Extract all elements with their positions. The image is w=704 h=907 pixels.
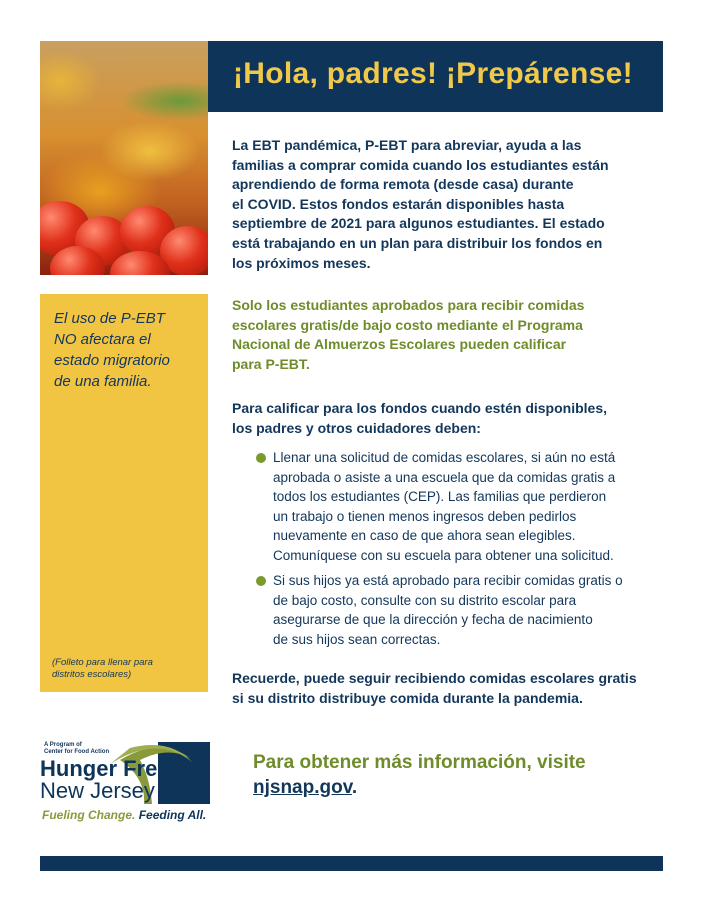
footer-period: .	[351, 777, 358, 798]
bullet-icon	[256, 453, 266, 463]
sidebar-callout	[40, 294, 208, 692]
bullet-text-line: Llenar una solicitud de comidas escolares, si aún no está	[273, 450, 616, 465]
callout-quote-line: El uso de P-EBT	[54, 310, 165, 327]
text-line: el COVID. Estos fondos estarán disponibles hasta	[232, 195, 565, 212]
logo-program-line: Center for Food Action	[44, 749, 110, 755]
bullet-item	[256, 448, 615, 566]
text-line: los padres y otros cuidadores deben:	[232, 419, 481, 436]
text-line: para P-EBT.	[232, 355, 310, 372]
produce-photo	[40, 41, 208, 275]
njsnap-link[interactable]: njsnap.gov	[253, 777, 352, 798]
page-title: ¡Hola, padres! ¡Prepárense!	[233, 57, 633, 90]
callout-quote-line: estado migratorio	[54, 352, 170, 369]
eligibility-paragraph	[232, 296, 584, 374]
bullet-text-line: de sus hijos sean correctas.	[273, 631, 441, 647]
text-line: Recuerde, puede seguir recibiendo comidas escolares gratis	[232, 670, 637, 686]
text-line: está trabajando en un plan para distribuir los fondos en	[232, 234, 603, 251]
text-line: Nacional de Almuerzos Escolares pueden calificar	[232, 336, 567, 353]
callout-footnote	[52, 657, 153, 681]
bullet-text-line: Si sus hijos ya está aprobado para recibir comidas gratis o	[273, 573, 623, 588]
text-line: si su distrito distribuye comida durante la pandemia.	[232, 689, 583, 706]
bullet-item	[256, 571, 623, 649]
bullet-icon	[256, 576, 266, 586]
text-line: aprendiendo de forma remota (desde casa) durante	[232, 176, 574, 193]
bottom-bar	[40, 856, 663, 871]
logo-tagline: Feeding All.	[138, 808, 207, 822]
bullet-text-line: Comuníquese con su escuela para obtener una solicitud.	[273, 547, 614, 563]
bullet-text-line: todos los estudiantes (CEP). Las familias que perdieron	[273, 489, 607, 505]
reminder-paragraph	[232, 669, 637, 708]
bullet-text-line: de bajo costo, consulte con su distrito escolar para	[273, 592, 577, 608]
logo-name-line2: New Jersey	[40, 778, 155, 803]
bullet-text-line: nuevamente en caso de que ahora sean elegibles.	[273, 528, 576, 544]
qualify-paragraph	[232, 399, 607, 438]
callout-footnote-line: distritos escolares)	[52, 669, 132, 680]
text-line: escolares gratis/de bajo costo mediante el Programa	[232, 316, 583, 333]
callout-footnote-line: (Folleto para llenar para	[52, 657, 153, 668]
page-header	[208, 41, 663, 112]
bullet-text-line: asegurarse de que la dirección y fecha de nacimiento	[273, 612, 593, 628]
text-line: Para calificar para los fondos cuando estén disponibles,	[232, 400, 607, 416]
callout-quote-line: de una familia.	[54, 373, 152, 390]
text-line: familias a comprar comida cuando los estudiantes están	[232, 156, 609, 173]
hunger-free-nj-logo	[40, 738, 212, 828]
footer-text: Para obtener más información, visite	[253, 752, 586, 773]
text-line: septiembre de 2021 para algunos estudiantes. El estado	[232, 215, 605, 232]
callout-quote-line: NO afectara el	[54, 331, 151, 348]
logo-name-line1: Hunger Free	[40, 756, 170, 781]
logo-program-line: A Program of	[44, 742, 82, 748]
callout-quote	[54, 308, 170, 392]
text-line: La EBT pandémica, P-EBT para abreviar, ayuda a las	[232, 137, 582, 153]
intro-paragraph	[232, 136, 609, 273]
text-line: Solo los estudiantes aprobados para recibir comidas	[232, 297, 585, 313]
footer-info	[253, 750, 586, 800]
logo-tagline: Fueling Change.	[42, 808, 136, 822]
text-line: los próximos meses.	[232, 254, 371, 271]
bullet-text-line: aprobada o asiste a una escuela que da comidas gratis a	[273, 469, 616, 485]
bullet-text-line: un trabajo o tienen menos ingresos deben pedirlos	[273, 508, 577, 524]
